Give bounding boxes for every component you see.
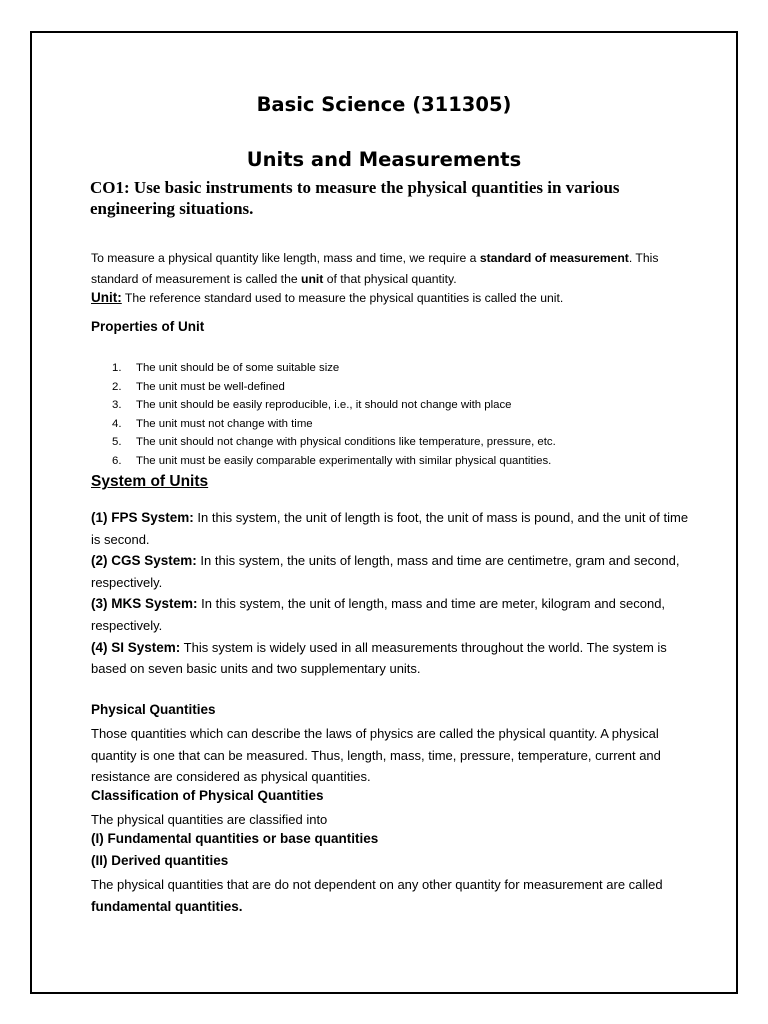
derived-quantities-label: (II) Derived quantities <box>91 853 229 868</box>
system-label: (2) CGS System: <box>91 553 197 569</box>
list-number: 1. <box>112 362 122 374</box>
list-text: The unit should not change with physical conditions like temperature, pressure, etc. <box>136 436 556 449</box>
unit-label: Unit: <box>91 290 122 305</box>
system-label: (1) FPS System: <box>91 510 194 525</box>
properties-heading: Properties of Unit <box>91 319 205 334</box>
system-text: In this system, the units of length, mass and time are centimetre, gram and second, respectively. <box>91 553 680 590</box>
list-text: The unit should be easily reproducible, i.e., it should not change with place <box>136 399 512 412</box>
system-text: In this system, the unit of length, mass and time are meter, kilogram and second, respectively. <box>91 596 666 633</box>
system-label: (4) SI System: <box>91 639 181 655</box>
system-text: This system is widely used in all measurements throughout the world. The system is based on seven basic units and two supplementary units. <box>91 639 667 677</box>
list-item <box>112 415 672 434</box>
system-item-si <box>91 637 691 680</box>
intro-bold-1: standard of measurement <box>479 251 629 265</box>
intro-bold-2: unit <box>301 271 324 286</box>
list-item <box>112 452 672 471</box>
fundamental-definition-bold: fundamental quantities. <box>91 898 243 914</box>
system-label: (3) MKS System: <box>91 596 198 612</box>
list-text: The unit should be of some suitable size <box>136 362 340 374</box>
list-item <box>112 359 672 378</box>
intro-text-1: To measure a physical quantity like length, mass and time, we require a <box>91 251 480 265</box>
physical-quantities-text: Those quantities which can describe the laws of physics are called the physical quantity. A physical quantity is one that can be measured. Thus, length, mass, time, pressure, temperature, current and resistance are considered as physical quantities. <box>91 726 661 785</box>
list-number: 6. <box>112 454 122 467</box>
list-item <box>112 378 672 397</box>
system-item-fps <box>91 507 691 550</box>
properties-list <box>112 359 672 471</box>
classification-heading: Classification of Physical Quantities <box>91 788 324 803</box>
intro-paragraph <box>91 248 691 289</box>
document-subtitle: Units and Measurements <box>246 148 522 171</box>
list-text: The unit must be well-defined <box>136 380 285 393</box>
intro-text-2: . This standard of measurement is called the <box>91 251 659 286</box>
unit-definition-text: The reference standard used to measure the physical quantities is called the unit. <box>121 291 564 305</box>
system-of-units-heading: System of Units <box>91 473 209 490</box>
list-number: 4. <box>112 417 122 430</box>
list-number: 5. <box>112 436 122 449</box>
list-text: The unit must not change with time <box>136 417 313 430</box>
classification-intro: The physical quantities are classified into <box>91 812 328 827</box>
system-of-units-list <box>91 507 691 680</box>
fundamental-quantities-label: (I) Fundamental quantities or base quantities <box>91 831 379 846</box>
physical-quantities-heading: Physical Quantities <box>91 702 216 717</box>
system-item-mks <box>91 593 691 636</box>
fundamental-definition <box>91 874 691 917</box>
unit-definition <box>91 288 691 309</box>
list-text: The unit must be easily comparable experimentally with similar physical quantities. <box>136 454 552 467</box>
document-title: Basic Science (311305) <box>256 93 512 116</box>
list-number: 3. <box>112 399 122 412</box>
list-number: 2. <box>112 380 122 393</box>
fundamental-definition-text: The physical quantities that are do not dependent on any other quantity for measurement are called <box>91 877 663 892</box>
course-outcome: CO1: Use basic instruments to measure the physical quantities in various engineering situations. <box>90 178 620 218</box>
system-text: In this system, the unit of length is foot, the unit of mass is pound, and the unit of time is second. <box>91 510 689 547</box>
system-item-cgs <box>91 550 691 593</box>
intro-text-3: of that physical quantity. <box>323 271 457 286</box>
list-item <box>112 433 672 452</box>
list-item <box>112 396 672 415</box>
